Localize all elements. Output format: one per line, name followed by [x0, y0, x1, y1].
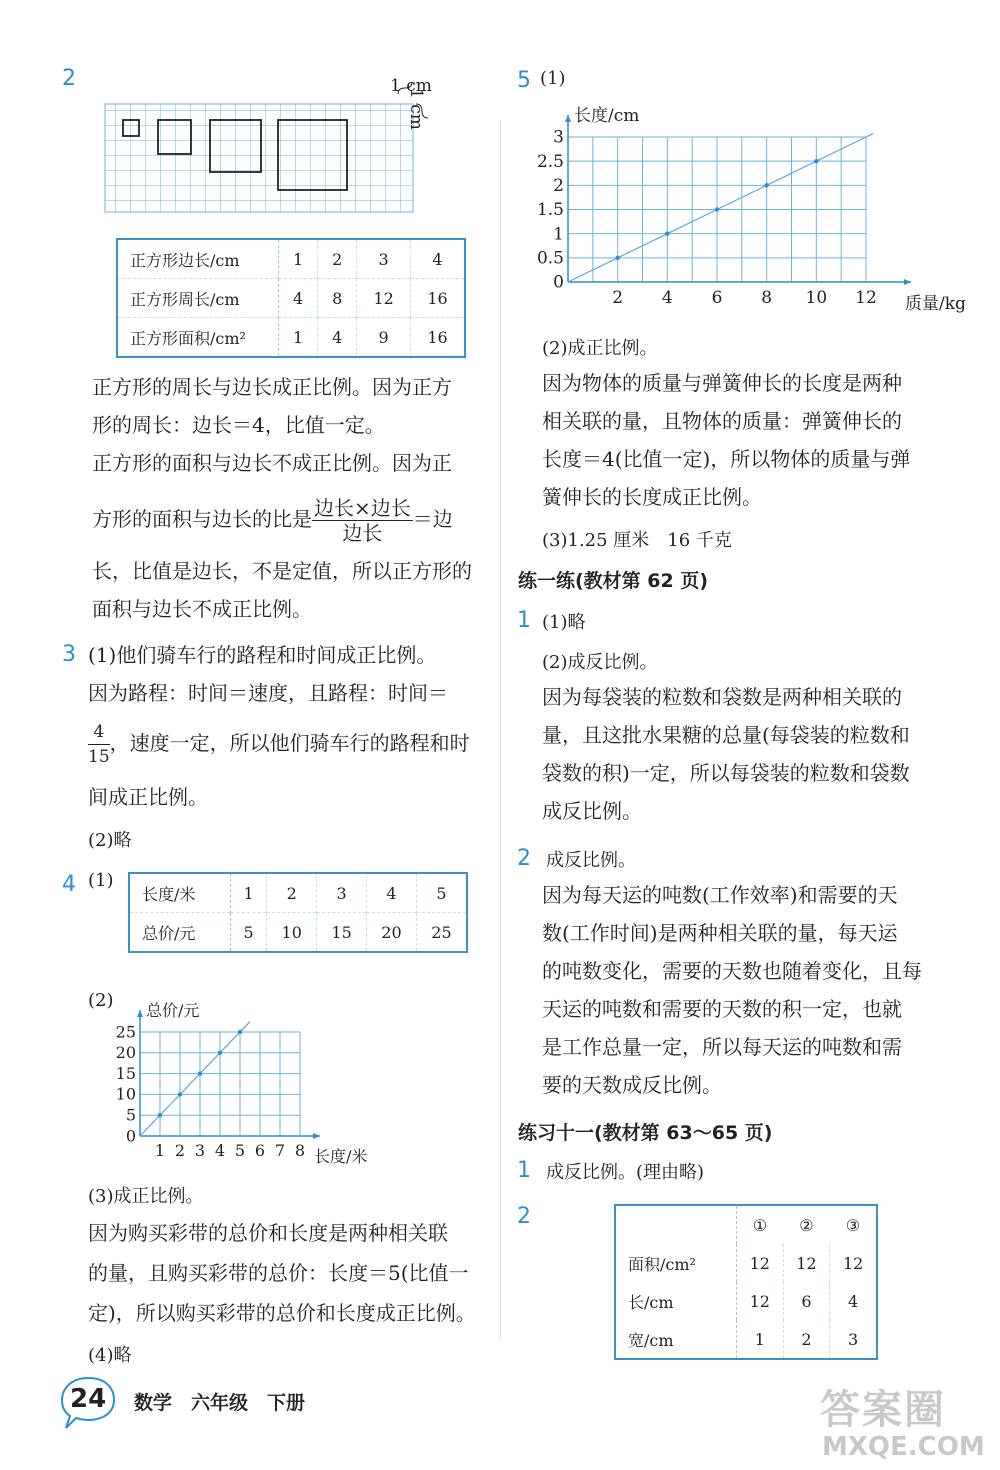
x-tick-label: 2: [612, 288, 624, 308]
q2-line-4: [92, 493, 453, 545]
x-tick-label: 1: [154, 1141, 166, 1160]
y-tick-label: 1: [553, 224, 564, 245]
y-tick-label: 3: [553, 127, 564, 148]
y-tick-label: 1.5: [536, 200, 564, 221]
x-tick-label: 7: [274, 1141, 286, 1160]
price-chart-svg: [110, 995, 410, 1170]
table-header-cell: ①: [752, 1215, 768, 1235]
table-cell: 3: [317, 873, 367, 913]
speed-fraction-denominator: 15: [88, 747, 110, 767]
table-row-label: 正方形周长/cm: [117, 279, 279, 318]
data-point: [238, 1030, 242, 1034]
q4-line-7: (4)略: [88, 1345, 132, 1366]
practice1-q2-line-6: 是工作总量一定，所以每天运的吨数和需: [542, 1035, 902, 1059]
table-row-label: 面积/cm²: [615, 1244, 737, 1282]
q4-line-5: 的量，且购买彩带的总价：长度＝5(比值一: [88, 1261, 469, 1285]
q4-line-6: 定)，所以购买彩带的总价和长度成正比例。: [88, 1301, 476, 1325]
x-tick-label: 5: [234, 1141, 246, 1160]
table-row: [615, 1320, 877, 1359]
table-cell: 1: [231, 873, 267, 913]
q4-part-2: (2): [88, 990, 114, 1011]
series-line: [140, 1022, 250, 1136]
table-header-row: [615, 1205, 877, 1244]
price-table-body: [129, 873, 467, 952]
x-tick-label: 4: [214, 1141, 226, 1160]
y-axis-label: 长度/cm: [574, 106, 640, 126]
table-row-label: 长度/米: [129, 873, 231, 913]
table-row: [615, 1244, 877, 1282]
x-tick-label: 10: [805, 288, 828, 308]
practice1-q1-line-3: 因为每袋装的粒数和袋数是两种相关联的: [542, 685, 902, 709]
area-perimeter-fraction: [312, 496, 413, 545]
y-tick-label: 0: [553, 272, 564, 293]
table-row: [615, 1282, 877, 1320]
table-row-label: 正方形边长/cm: [117, 239, 279, 279]
x-axis-label: 质量/kg: [905, 294, 966, 314]
practice1-q2-line-3: 数(工作时间)是两种相关联的量，每天运: [542, 921, 898, 945]
x-tick-label: 2: [174, 1141, 186, 1160]
q5-part-1: (1): [540, 68, 566, 89]
data-point: [198, 1071, 202, 1075]
table-cell: 8: [318, 279, 357, 318]
table-row: [117, 239, 465, 279]
x-tick-label: 4: [661, 288, 673, 308]
q5-line-7: (3)1.25 厘米 16 千克: [542, 530, 732, 551]
column-divider: [500, 120, 501, 1340]
data-point: [665, 231, 669, 235]
practice11-q1-line-1: 成反比例。(理由略): [546, 1162, 705, 1183]
speed-fraction: [88, 720, 110, 769]
table-row-label: 宽/cm: [615, 1320, 737, 1359]
y-axis-label: 总价/元: [146, 1001, 200, 1020]
price-table: [128, 872, 468, 953]
table-cell: 10: [267, 913, 317, 953]
table-row: [117, 279, 465, 318]
x-axis-arrow-icon: [904, 279, 911, 285]
table-cell: 16: [411, 279, 466, 318]
table-cell: 4: [318, 318, 357, 358]
table-cell: 3: [357, 239, 411, 279]
square-table: [116, 238, 466, 358]
practice-heading-62: 练一练(教材第 62 页): [518, 570, 709, 592]
q4-line-3: (3)成正比例。: [88, 1186, 204, 1207]
speed-fraction-numerator: 4: [88, 720, 110, 745]
practice-heading-63-65: 练习十一(教材第 63～65 页): [518, 1122, 773, 1144]
q5-line-2: (2)成正比例。: [542, 338, 658, 359]
q3-line-4: 间成正比例。: [88, 785, 208, 809]
y-tick-label: 0: [125, 1126, 136, 1146]
page-number: 24: [70, 1384, 107, 1414]
q2-line-4-post: ＝边: [412, 507, 453, 531]
series-line: [568, 133, 873, 282]
table-row-label: 正方形面积/cm²: [117, 318, 279, 358]
y-axis-arrow-icon: [565, 115, 571, 122]
y-tick-label: 2.5: [536, 151, 564, 172]
data-point: [218, 1051, 222, 1055]
spring-chart: [530, 100, 966, 319]
data-point: [178, 1092, 182, 1096]
q2-line-2: 形的周长：边长＝4，比值一定。: [92, 413, 385, 437]
table-cell: 12: [737, 1244, 784, 1282]
q5-line-4: 相关联的量，且物体的质量：弹簧伸长的: [542, 409, 902, 433]
table-cell: 4: [848, 1291, 859, 1311]
table-row: [129, 873, 467, 913]
q5-line-6: 簧伸长的长度成正比例。: [542, 485, 762, 509]
table-cell: 12: [357, 279, 411, 318]
table-corner-cell: [615, 1205, 737, 1244]
x-axis-arrow-icon: [313, 1133, 320, 1139]
x-tick-label: 8: [294, 1141, 306, 1160]
table-cell: 1: [279, 239, 318, 279]
y-tick-label: 20: [115, 1043, 136, 1063]
scale-label-vertical: 1 cm: [406, 88, 426, 130]
data-point: [615, 256, 619, 260]
y-tick-label: 2: [553, 176, 564, 196]
rectangle-table: [614, 1204, 878, 1360]
practice1-q1-line-4: 量，且这批水果糖的总量(每袋装的粒数和: [542, 723, 910, 747]
data-point: [158, 1113, 162, 1117]
x-tick-label: 6: [254, 1141, 266, 1160]
q4-part-1: (1): [88, 870, 114, 891]
q2-line-4-pre: 方形的面积与边长的比是: [92, 507, 312, 531]
table-cell: 25: [416, 913, 467, 953]
x-tick-label: 3: [194, 1141, 206, 1160]
table-row: [129, 913, 467, 953]
table-row-label: 长/cm: [615, 1282, 737, 1320]
q5-line-5: 长度＝4(比值一定)，所以物体的质量与弹: [542, 447, 911, 471]
practice1-q1-line-1: (1)略: [542, 612, 586, 633]
table-cell: 6: [783, 1282, 830, 1320]
practice1-q2-line-5: 天运的吨数和需要的天数的积一定，也就: [542, 997, 902, 1021]
table-cell: 20: [367, 913, 417, 953]
question-number-2: 2: [62, 66, 76, 91]
x-tick-label: 12: [855, 288, 877, 308]
table-cell: 15: [317, 913, 367, 953]
table-row-label: 总价/元: [129, 913, 231, 953]
watermark-url: MXQE.COM: [822, 1432, 985, 1462]
question-number-4: 4: [62, 872, 76, 897]
practice11-question-number-1: 1: [517, 1158, 531, 1183]
table-cell: 4: [279, 279, 318, 318]
practice1-q1-line-2: (2)成反比例。: [542, 652, 658, 673]
table-cell: 12: [737, 1282, 784, 1320]
table-cell: 2: [783, 1320, 830, 1359]
data-point: [715, 207, 719, 211]
practice1-q2-line-1: 成反比例。: [546, 850, 636, 871]
square-table-body: [117, 239, 465, 357]
y-tick-label: 5: [125, 1105, 136, 1125]
x-tick-label: 6: [711, 288, 723, 308]
y-tick-label: 0.5: [536, 248, 564, 269]
rectangle-table-body: [615, 1205, 877, 1359]
q2-line-3: 正方形的面积与边长不成正比例。因为正: [92, 451, 452, 475]
q2-line-1: 正方形的周长与边长成正比例。因为正方: [92, 375, 452, 399]
q3-line-2: 因为路程：时间＝速度，且路程：时间＝: [88, 681, 448, 705]
table-cell: 5: [231, 913, 267, 953]
practice1-q2-line-7: 要的天数成反比例。: [542, 1073, 722, 1097]
book-title: 数学 六年级 下册: [134, 1392, 306, 1414]
q3-line-3-post: ，速度一定，所以他们骑车行的路程和时: [109, 731, 470, 755]
table-cell: 12: [842, 1253, 864, 1273]
table-cell: 4: [367, 873, 417, 913]
q5-line-3: 因为物体的质量与弹簧伸长的长度是两种: [542, 371, 902, 395]
practice11-question-number-2: 2: [517, 1204, 531, 1229]
practice1-question-number-2: 2: [517, 846, 531, 871]
y-tick-label: 10: [115, 1084, 136, 1104]
scale-label-horizontal: 1 cm: [390, 76, 432, 96]
watermark-logo-text: 答案圈: [820, 1387, 946, 1433]
practice1-q2-line-4: 的吨数变化，需要的天数也随着变化，且每: [542, 959, 922, 983]
table-header-cell: ②: [799, 1215, 814, 1235]
x-axis-label: 长度/米: [314, 1147, 368, 1166]
data-point: [814, 159, 818, 163]
table-cell: 2: [318, 239, 357, 279]
question-number-5: 5: [517, 68, 531, 93]
q2-line-5: 长，比值是边长，不是定值，所以正方形的: [92, 559, 472, 583]
table-cell: 4: [432, 249, 443, 269]
table-row: [117, 318, 465, 358]
table-cell: 12: [783, 1244, 830, 1282]
practice1-question-number-1: 1: [517, 608, 531, 633]
table-header-cell: ③: [845, 1215, 861, 1235]
table-cell: 16: [411, 318, 466, 358]
spring-chart-svg: [530, 100, 966, 315]
fraction-denominator: 边长: [342, 521, 383, 545]
q3-line-1: (1)他们骑车行的路程和时间成正比例。: [88, 643, 437, 667]
fraction-numerator: 边长×边长: [314, 496, 411, 520]
q3-line-5: (2)略: [88, 830, 132, 851]
table-cell: 2: [267, 873, 317, 913]
price-chart: [110, 995, 410, 1174]
y-tick-label: 15: [115, 1063, 136, 1083]
table-cell: 1: [737, 1320, 784, 1359]
y-tick-label: 25: [115, 1022, 136, 1042]
practice1-q1-line-6: 成反比例。: [542, 799, 642, 823]
table-cell: 1: [279, 318, 318, 358]
table-cell: 9: [357, 318, 411, 358]
table-cell: 3: [848, 1329, 859, 1349]
question-number-3: 3: [62, 642, 76, 667]
table-cell: 5: [436, 883, 447, 903]
practice1-q1-line-5: 袋数的积)一定，所以每袋装的粒数和袋数: [542, 761, 910, 785]
q2-line-6: 面积与边长不成正比例。: [92, 597, 312, 621]
data-point: [764, 183, 768, 187]
q3-line-3: [88, 718, 470, 769]
practice1-q2-line-2: 因为每天运的吨数(工作效率)和需要的天: [542, 883, 898, 907]
x-tick-label: 8: [761, 288, 773, 308]
q4-line-4: 因为购买彩带的总价和长度是两种相关联: [88, 1221, 448, 1245]
y-axis-arrow-icon: [137, 1010, 143, 1017]
